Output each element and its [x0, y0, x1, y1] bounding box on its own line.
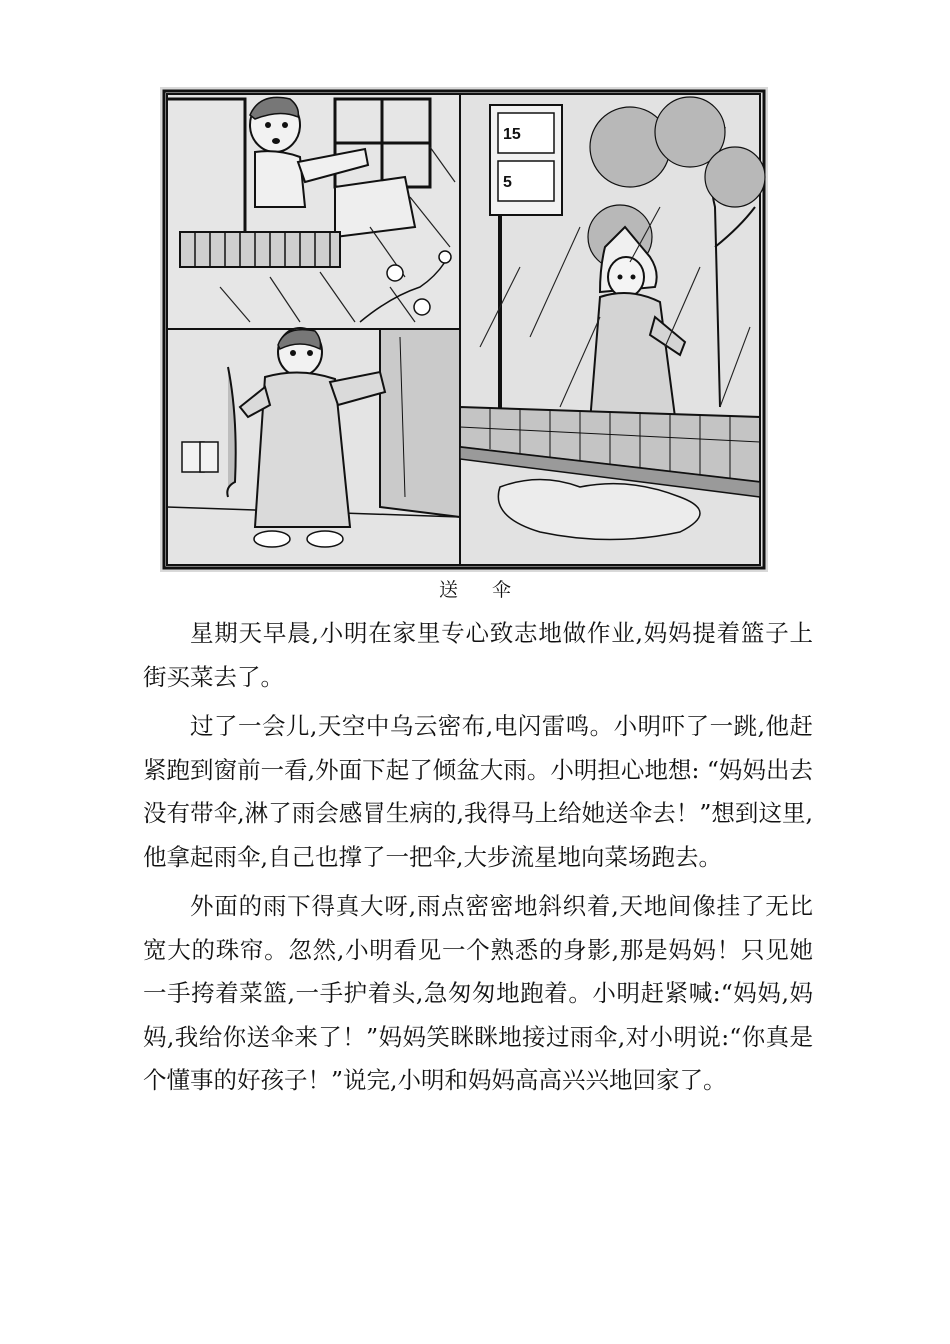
panel-raincoat-scene	[167, 328, 460, 565]
illustration-caption: 送 伞	[438, 579, 526, 601]
bus-sign-number-15: 15	[503, 126, 521, 143]
comic-illustration	[160, 87, 768, 572]
story-paragraph: 星期天早晨,小明在家里专心致志地做作业,妈妈提着篮子上街买菜去了。	[143, 619, 813, 691]
story-paragraph: 过了一会儿,天空中乌云密布,电闪雷鸣。小明吓了一跳,他赶紧跑到窗前一看,外面下起了倾盆大雨。小明担心地想: “妈妈出去没有带伞,淋了雨会感冒生病的,我得马上给她送伞去！”想到这里,他拿起雨伞,自己也撑了一把伞,大步流星地向菜场跑去。	[143, 712, 813, 871]
panel-street-scene	[460, 94, 765, 565]
story-paragraph: 外面的雨下得真大呀,雨点密密地斜织着,天地间像挂了无比宽大的珠帘。忽然,小明看见一个熟悉的身影,那是妈妈！只见她一手挎着菜篮,一手护着头,急匆匆地跑着。小明赶紧喊:“妈妈,妈妈,我给你送伞来了！”妈妈笑眯眯地接过雨伞,对小明说:“你真是个懂事的好孩子！”说完,小明和妈妈高高兴兴地回家了。	[143, 892, 813, 1094]
story-text	[143, 612, 813, 1109]
bus-sign-number-5: 5	[503, 174, 512, 191]
panel-window-scene	[167, 94, 460, 329]
